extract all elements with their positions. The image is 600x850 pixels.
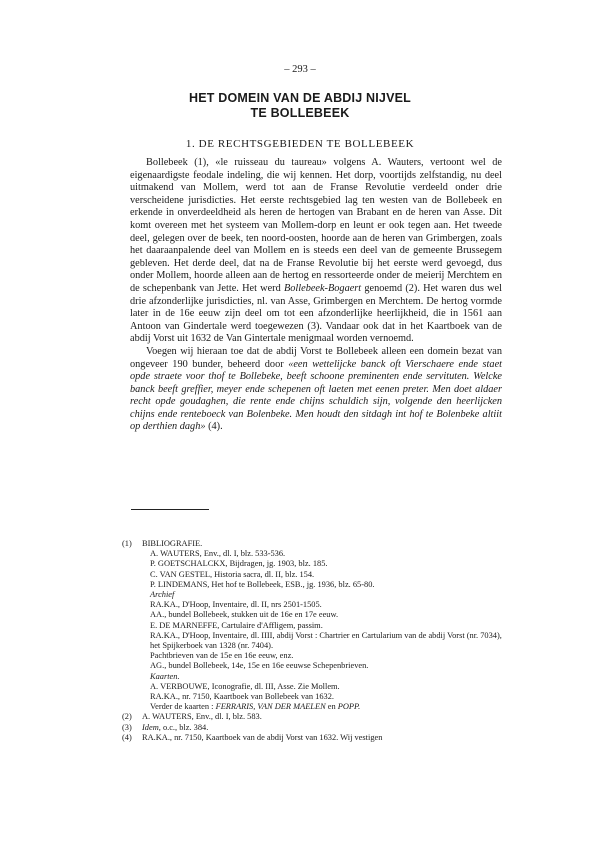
paragraph-2: Voegen wij hieraan toe dat de abdij Vorst te Bollebeek alleen een domein bezat van ongeveer 190 bunder, beheerd door «een wettelijcke banck oft Vierschaere ende staet opde straete voor thof te Bollebeke, beeft schoone preminenten ende servituten. Welcke banck beeft greffier, meyer ende schepenen oft laeten met eenen preter. Men doet aldaer recht opde goudaghen, die rente ende chijns schuldich sijn, volgende den heerlijcken chijns ende renteboeck van Bolenbeke. Men houdt den sitdagh int hof te Bolenbeke altiit op derthien dagh» (4).	[130, 345, 503, 433]
footnotes	[122, 539, 502, 743]
footnote-1: (1) BIBLIOGRAFIE. A. WAUTERS, Env., dl. I, blz. 533-536. P. GOETSCHALCKX, Bijdragen, jg. 1903, blz. 185. C. VAN GESTEL, Historia sacra, dl. II, blz. 154. P. LINDEMANS, Het hof te Bollebeek, ESB., jg. 1936, blz. 65-80. Archief RA.KA., D'Hoop, Inventaire, dl. II, nrs 2501-1505. AA., bundel Bollebeek, stukken uit de 16e en 17e eeuw. E. DE MARNEFFE, Cartulaire d'Affligem, passim. RA.KA., D'Hoop, Inventaire, dl. IIII, abdij Vorst : Chartrier en Cartularium van de abdij Vorst (nr. 7034), het Spijkerboek van 1328 (nr. 7404). Pachtbrieven van de 15e en 16e eeuw, enz. AG., bundel Bollebeek, 14e, 15e en 16e eeuwse Schepenbrieven. Kaarten. A. VERBOUWE, Iconografie, dl. III, Asse. Zie Mollem. RA.KA., nr. 7150, Kaartboek van Bollebeek van 1632. Verder de kaarten : FERRARIS, VAN DER MAELEN en POPP.	[122, 539, 502, 712]
title-line-1: HET DOMEIN VAN DE ABDIJ NIJVEL	[189, 91, 411, 105]
quotation: «een wettelijcke banck oft Vierschaere ende staet opde straete voor thof te Bollebeke, beeft schoone preminenten ende servituten. Welcke banck beeft greffier, meyer ende schepenen oft laeten met eenen preter. Men doet aldaer recht opde goudaghen, die rente ende chijns schuldich sijn, volgende den heerlijcken chijns ende renteboeck van Bolenbeke. Men houdt den sitdagh int hof te Bolenbeke altiit op derthien dagh»	[130, 358, 503, 433]
italic-term: Bollebeek-Bogaert	[283, 282, 362, 294]
footnote-3: (3) Idem, o.c., blz. 384.	[122, 722, 209, 732]
page-number: – 293 –	[284, 64, 316, 75]
footnote-4: (4) RA.KA., nr. 7150, Kaartboek van de abdij Vorst van 1632. Wij vestigen	[122, 732, 383, 742]
body-text	[130, 157, 502, 434]
page-title	[0, 91, 600, 121]
paragraph-1: Bollebeek (1), «le ruisseau du taureau» volgens A. Wauters, vertoont wel de eigenaardigste feodale indeling, die wij kennen. Het dorp, voortijds zelfstandig, nu deel uitmakend van Mollem, werd tot aan de Franse Revolutie verdeeld onder drie verscheidene jurisdicties. Het eerste rechtsgebied lag ten westen van de Bollebeek en erkende in onverdeeldheid als heren de hertogen van Brabant en de heren van Asse. Dit komt overeen met het systeem van Mollem-dorp en leunt er ook tegen aan. Het tweede deel, gelegen over de beek, ten noord-oosten, hoorde aan de heren van Grimbergen, zoals het daaraanpalende deel van Mollem en is steeds een deel van de gemeente Brussegem gebleven. Het derde deel, dat na de Franse Revolutie bij het eerste werd gevoegd, dus onder Mollem, hoorde alleen aan de hertog en ressorteerde onder de meierij Merchtem en de schepenbank van Jette. Het werd Bollebeek-Bogaert genoemd (2). Het waren dus wel drie afzonderlijke jurisdicties, nl. van Asse, Grimbergen en Merchtem. De hertog vormde later in de 16e eeuw zijn deel om tot een afzonderlijke heerlijkheid, die in 1561 aan Antoon van Gindertale werd toegewezen (3). Vandaar ook dat in het Kaartboek van de abdij Vorst uit 1632 de Van Gintertale menigmaal worden vernoemd.	[130, 157, 502, 345]
title-line-2: TE BOLLEBEEK	[250, 106, 350, 120]
section-heading: 1. DE RECHTSGEBIEDEN TE BOLLEBEEK	[185, 138, 415, 150]
footnote-divider	[131, 509, 209, 510]
footnote-2: (2) A. WAUTERS, Env., dl. I, blz. 583.	[122, 712, 262, 722]
